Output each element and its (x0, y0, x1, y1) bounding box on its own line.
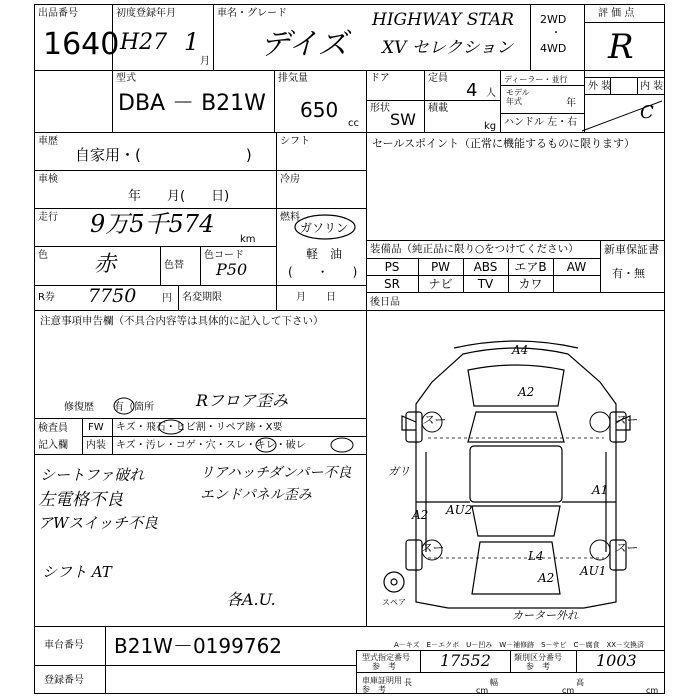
capacity-label: 定員 (428, 73, 448, 84)
mark-side-scrape: ガリ (388, 465, 410, 478)
model-value: DBA － B21W (118, 91, 266, 116)
fw-label: FW (88, 422, 104, 433)
mark-hood: A2 (518, 385, 535, 399)
inspector-label-bottom: 記入欄 (38, 440, 68, 451)
model-cert-number: 17552 (440, 651, 491, 670)
remark-mirror: 左電格不良 (38, 490, 123, 510)
sales-point-label: セールスポイント（正常に機能するものに限ります） (372, 137, 636, 150)
mileage-label: 走行 (38, 212, 58, 223)
interior-label: 内 装 (640, 81, 664, 92)
inspector-label-top: 検査員 (38, 423, 68, 434)
first-reg-month: 1 (184, 28, 200, 56)
name-grade-label: 車名・グレード (217, 8, 287, 19)
recycle-unit: 円 (162, 293, 172, 304)
mark-rear-l4: L4 (528, 549, 544, 563)
garage-cert-label: 車庫証明用 参 考 (362, 676, 402, 694)
class-code-number: 1003 (596, 651, 637, 670)
exterior-label: 外 装 (588, 81, 612, 92)
class-code-label: 類別区分番号 (514, 653, 562, 662)
drive-dot: ・ (551, 28, 561, 39)
remark-pw-switch: アWスイッチ不良 (38, 514, 158, 532)
load-unit: kg (484, 121, 497, 132)
mark-left-door-au2: AU2 (446, 503, 473, 517)
width-unit: cm (562, 686, 575, 695)
height-unit: cm (646, 686, 659, 695)
color-code-label: 色コード (204, 250, 244, 261)
equipment-item-1-0: PS (384, 260, 400, 274)
recycle-value: 7750 (88, 285, 137, 307)
shape-value: SW (390, 110, 416, 129)
history-value: 自家用・( ) (75, 146, 252, 164)
handle-label: ハンドル 左・右 (504, 117, 578, 128)
mark-front-bumper: A4 (512, 343, 529, 357)
repair-yes-circle (113, 396, 135, 416)
equipment-item-2-2: TV (477, 277, 494, 291)
length-unit: cm (476, 686, 489, 695)
first-reg-era: H27 (120, 30, 168, 55)
interior-items: キズ・汚レ・コゲ・穴・スレ・キレ・破レ (116, 440, 306, 451)
fuel-light-oil: 軽 油 (306, 247, 343, 261)
inspection-value: 年 月( 日) (128, 189, 230, 204)
equipment-item-1-4: AW (566, 260, 587, 274)
model-cert-ref: 参 考 (372, 662, 396, 671)
capacity-unit: 人 (486, 88, 496, 99)
load-label: 積載 (428, 103, 448, 114)
drive-4wd: 4WD (540, 42, 567, 55)
month-unit: 月 (200, 56, 210, 67)
mark-rear-a2: A2 (538, 571, 555, 585)
doors-label: ドア (370, 73, 390, 84)
mark-front-left-wheel: スー (422, 413, 446, 427)
model-year-label: モデル 年式 (506, 88, 530, 106)
rear-items-label: 後日品 (370, 297, 400, 308)
remark-seat-tear: シートファ破れ (40, 466, 145, 484)
stone-chip-circle (158, 419, 184, 436)
chassis-label: 車台番号 (44, 640, 84, 651)
chassis-number: B21W－0199762 (114, 634, 283, 658)
capacity-value: 4 (466, 80, 478, 101)
name-change-label: 名変期限 (182, 292, 222, 303)
color-change-label: 色替 (164, 260, 184, 271)
mark-rear-cover-off: カーター外れ (512, 609, 578, 622)
warranty-label: 新車保証書 (604, 243, 659, 256)
shift-label: シフト (280, 136, 310, 147)
fuel-gasoline: ガソリン (300, 221, 349, 235)
grade-line1: HIGHWAY STAR (372, 10, 514, 30)
recycle-label: R券 (38, 292, 55, 303)
color-code-value: P50 (216, 260, 248, 279)
remark-end-panel: エンドパネル歪み (200, 487, 312, 503)
lot-label: 出品番号 (38, 8, 78, 19)
warranty-value: 有・無 (612, 267, 645, 280)
fuel-other: ( ・ ) (288, 265, 358, 279)
remark-all-au: 各A.U. (226, 590, 276, 609)
grade-line2: XV セレクション (382, 38, 514, 58)
declaration-label: 注意事項申告欄（不具合内容等は具体的に記入して下さい） (40, 315, 324, 327)
mark-rear-left-wheel: スー (420, 541, 444, 555)
equipment-item-2-0: SR (384, 277, 400, 291)
repair-value: 有（箇所 (114, 402, 154, 413)
damage-legend: A－キズ E－エクボ U－凹み W－補修跡 S－サビ C－腐食 XX－交換済 (394, 641, 645, 649)
interior-row-label: 内装 (86, 440, 106, 451)
displacement-value: 650 (300, 98, 339, 122)
repair-detail: Rフロア歪み (196, 391, 289, 410)
name-change-value: 月 日 (296, 292, 336, 303)
dealer-label: ディーラー・並行 (504, 75, 568, 84)
equipment-item-1-1: PW (430, 260, 451, 274)
drive-2wd: 2WD (540, 13, 567, 26)
displacement-unit: cc (348, 118, 359, 129)
registration-label: 登録番号 (44, 675, 84, 686)
inspection-label: 車検 (38, 174, 58, 185)
equipment-label: 装備品（純正品に限り○をつけてください） (370, 243, 579, 255)
color-label: 色 (38, 250, 48, 261)
repair-label: 修復歴 (64, 402, 94, 413)
spare-label: スペア (382, 598, 406, 607)
first-reg-label: 初度登録年月 (116, 8, 176, 19)
mark-right-door: A1 (592, 483, 609, 497)
color-value: 赤 (94, 252, 117, 277)
history-label: 車歴 (38, 136, 58, 147)
equipment-item-2-3: カワ (518, 277, 543, 291)
lot-number: 1640 (43, 27, 120, 62)
mark-rear-right-wheel: スー (614, 541, 638, 555)
rating-label: 評 価 点 (598, 8, 635, 19)
equipment-item-1-3: エアB (514, 260, 547, 274)
ac-label: 冷房 (280, 174, 300, 185)
fuel-label: 燃料 (280, 212, 300, 223)
fuel-gasoline-circle (293, 213, 357, 241)
mileage-value: 9万5千574 (90, 210, 215, 238)
scuff-circle (255, 437, 277, 454)
remark-hatch-damper: リアハッチダンパー不良 (200, 465, 352, 481)
car-name: デイズ (260, 27, 348, 62)
displacement-label: 排気量 (278, 73, 308, 84)
interior-mark: C (640, 102, 654, 123)
tear-circle (330, 437, 354, 454)
length-label: 長 (404, 678, 412, 687)
equipment-item-1-2: ABS (473, 260, 498, 274)
width-label: 幅 (490, 678, 498, 687)
shape-label: 形状 (370, 103, 390, 114)
model-label: 型式 (116, 73, 136, 84)
mark-rear-right-au1: AU1 (580, 564, 607, 578)
equipment-item-2-1: ナビ (428, 277, 453, 291)
mark-left-door-a2: A2 (412, 508, 429, 522)
remark-shift: シフト AT (42, 563, 112, 581)
year-unit: 年 (566, 98, 576, 109)
fw-items: キズ・飛石・ヒビ割・リペア跡・X要 (116, 422, 283, 433)
mark-front-right-wheel: スー (614, 413, 638, 427)
car-damage-diagram (368, 312, 664, 624)
rating-strike-line (580, 95, 665, 135)
class-code-ref: 参 考 (526, 662, 550, 671)
mileage-unit: km (240, 234, 256, 245)
rating-value: R (608, 27, 634, 67)
height-label: 高 (576, 678, 584, 687)
model-cert-label: 型式指定番号 (362, 653, 410, 662)
